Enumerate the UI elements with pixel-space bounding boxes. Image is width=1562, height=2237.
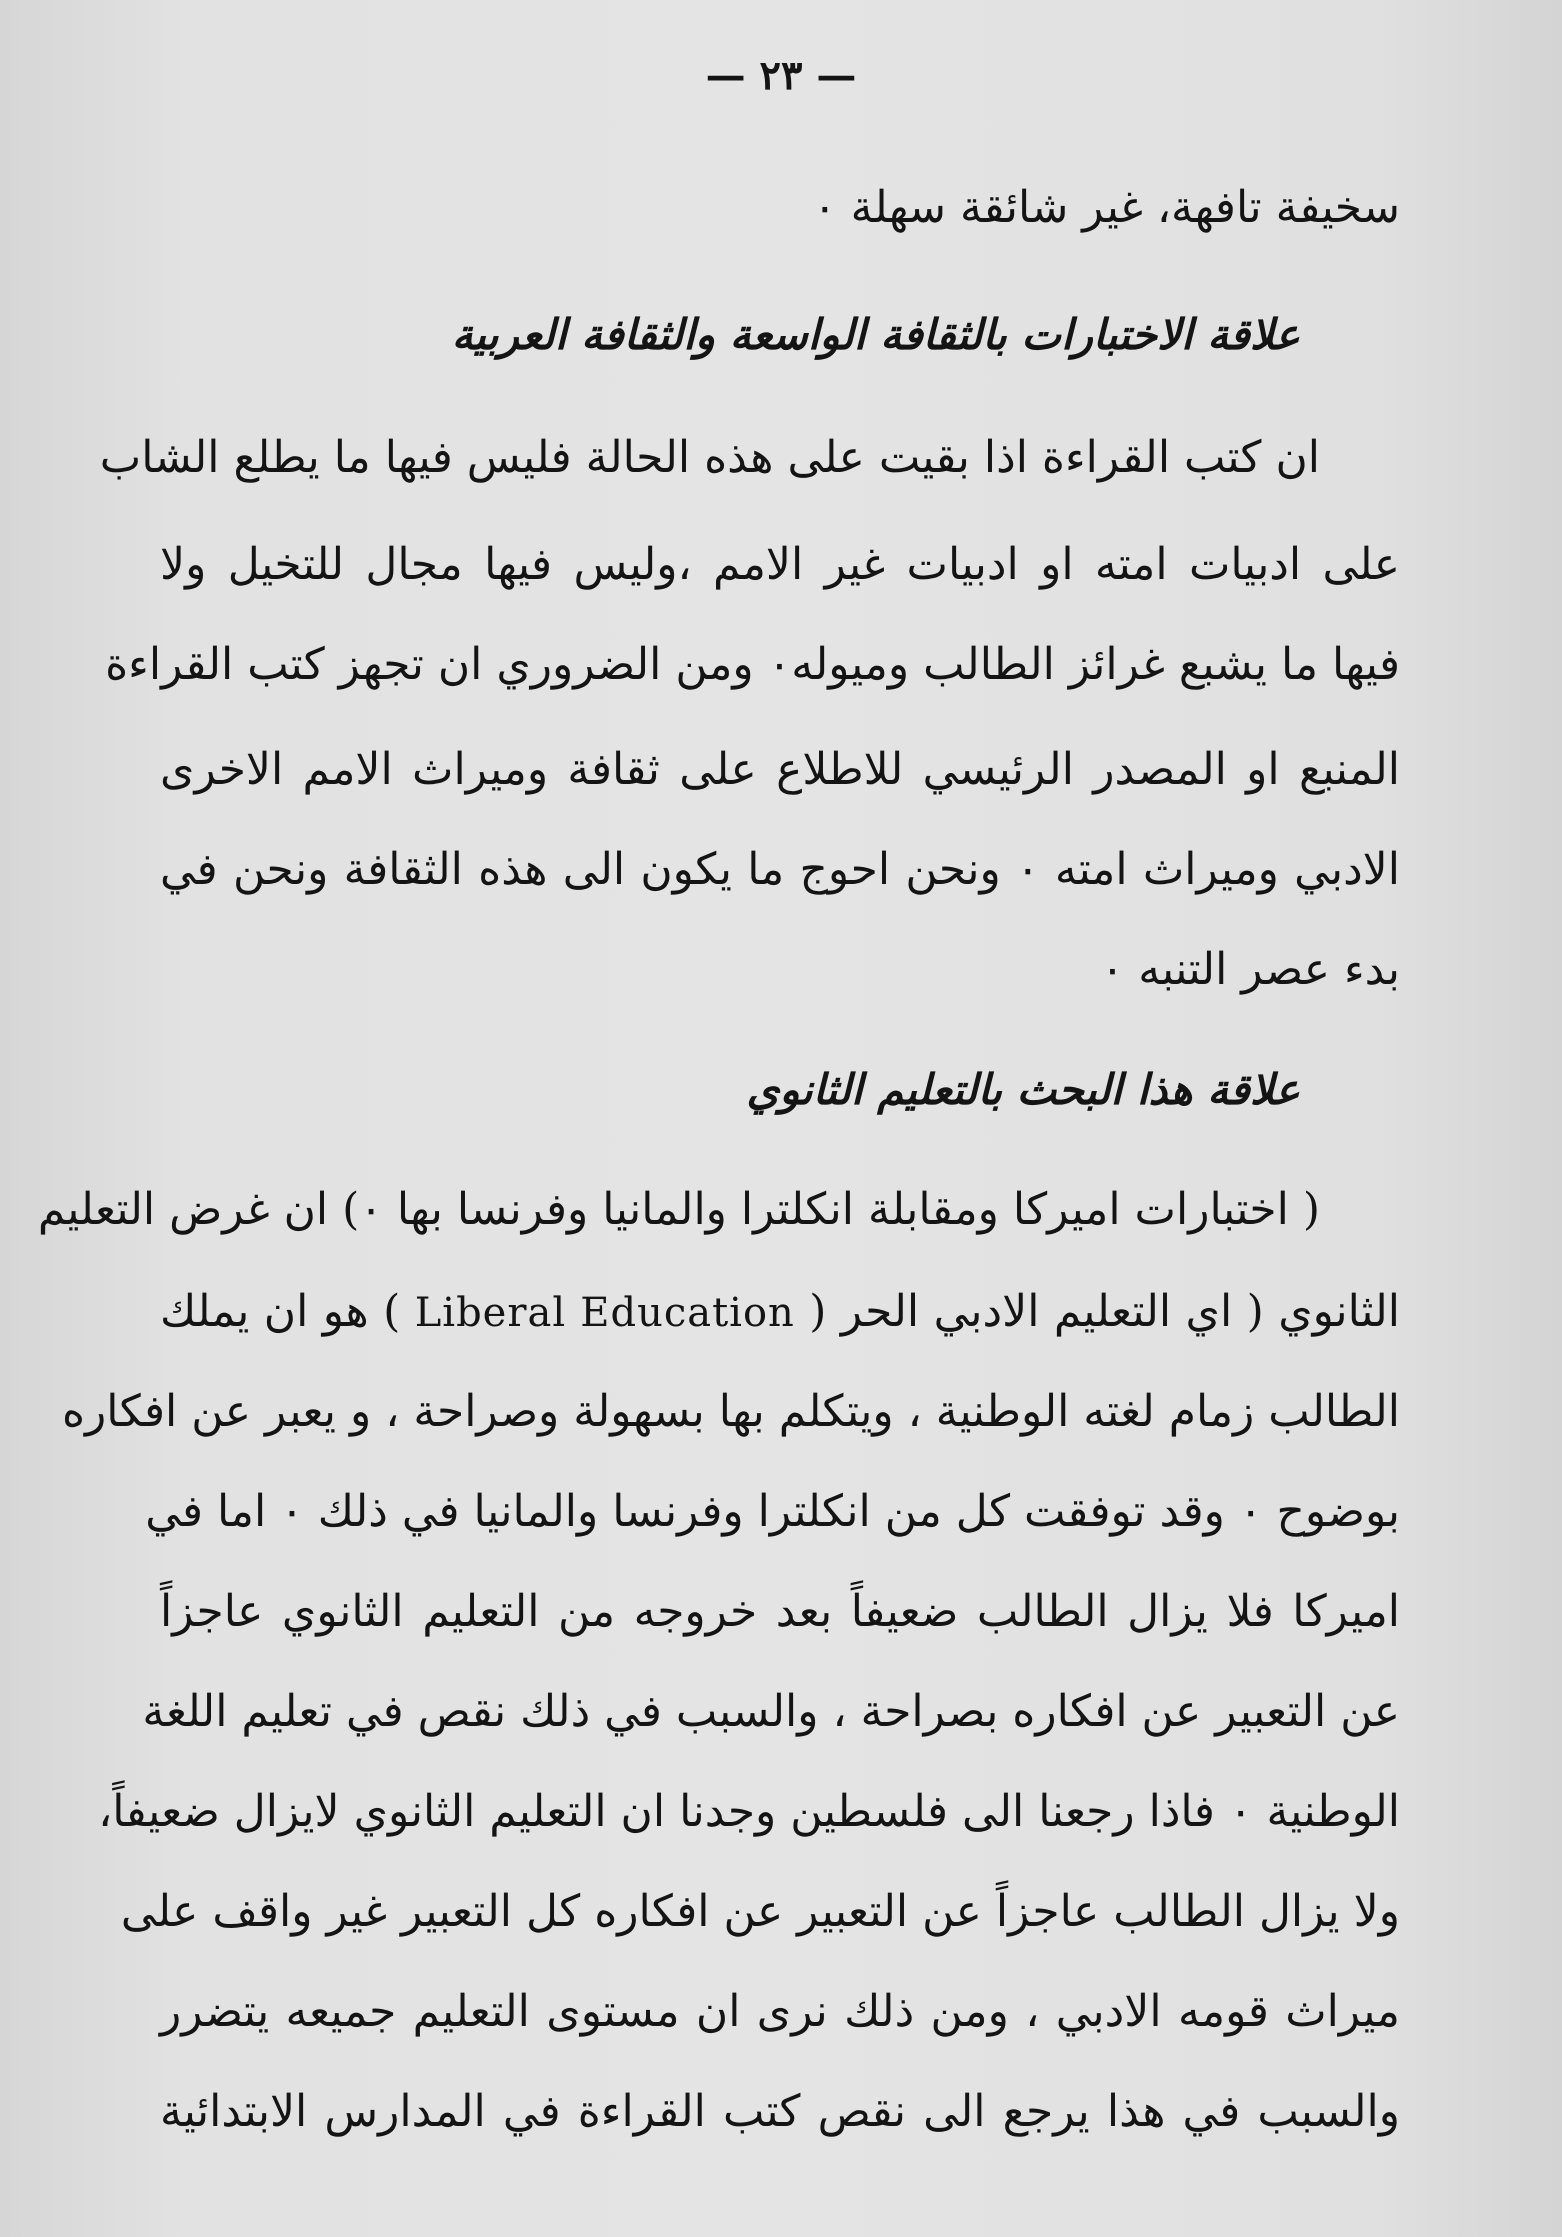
text-line: ميراث قومه الادبي ، ومن ذلك نرى ان مستوى التعليم جميعه يتضرر (160, 1986, 1400, 2037)
text-line: الطالب زمام لغته الوطنية ، ويتكلم بها بسهولة وصراحة ، و يعبر عن افكاره (61, 1386, 1400, 1437)
text-run-latin: Liberal Education (414, 1290, 795, 1336)
text-line: المنبع او المصدر الرئيسي للاطلاع على ثقافة وميراث الامم الاخرى (160, 744, 1400, 795)
text-line: ولا يزال الطالب عاجزاً عن التعبير عن افكاره كل التعبير غير واقف على (120, 1886, 1400, 1937)
text-line: سخيفة تافهة، غير شائقة سهلة ٠ (813, 182, 1400, 233)
text-line: اميركا فلا يزال الطالب ضعيفاً بعد خروجه من التعليم الثانوي عاجزاً (160, 1586, 1400, 1637)
text-line-mixed (160, 1282, 1400, 1342)
text-run-rtl: الثانوي ( اي التعليم الادبي الحر ( (809, 1286, 1400, 1337)
text-line: الوطنية ٠ فاذا رجعنا الى فلسطين وجدنا ان التعليم الثانوي لايزال ضعيفاً، (98, 1786, 1400, 1837)
text-line: على ادبيات امته او ادبيات غير الامم ،وليس فيها مجال للتخيل ولا (160, 539, 1400, 590)
section-heading: علاقة الاختبارات بالثقافة الواسعة والثقافة العربية (451, 310, 1300, 359)
text-line: ( اختبارات اميركا ومقابلة انكلترا والمانيا وفرنسا بها ٠) ان غرض التعليم (37, 1184, 1320, 1235)
page-number: — ٢٣ — (705, 52, 857, 99)
text-line: والسبب في هذا يرجع الى نقص كتب القراءة في المدارس الابتدائية (160, 2086, 1400, 2137)
text-line: عن التعبير عن افكاره بصراحة ، والسبب في ذلك نقص في تعليم اللغة (142, 1686, 1400, 1737)
text-run-rtl: ) هو ان يملك (160, 1286, 401, 1337)
text-line: بوضوح ٠ وقد توفقت كل من انكلترا وفرنسا والمانيا في ذلك ٠ اما في (145, 1486, 1400, 1537)
section-heading: علاقة هذا البحث بالتعليم الثانوي (746, 1065, 1300, 1114)
text-line: فيها ما يشبع غرائز الطالب وميوله٠ ومن الضروري ان تجهز كتب القراءة (105, 639, 1400, 690)
text-line: بدء عصر التنبه ٠ (1100, 944, 1400, 995)
text-line: الادبي وميراث امته ٠ ونحن احوج ما يكون الى هذه الثقافة ونحن في (160, 844, 1400, 895)
text-line: ان كتب القراءة اذا بقيت على هذه الحالة فليس فيها ما يطلع الشاب (99, 432, 1320, 483)
